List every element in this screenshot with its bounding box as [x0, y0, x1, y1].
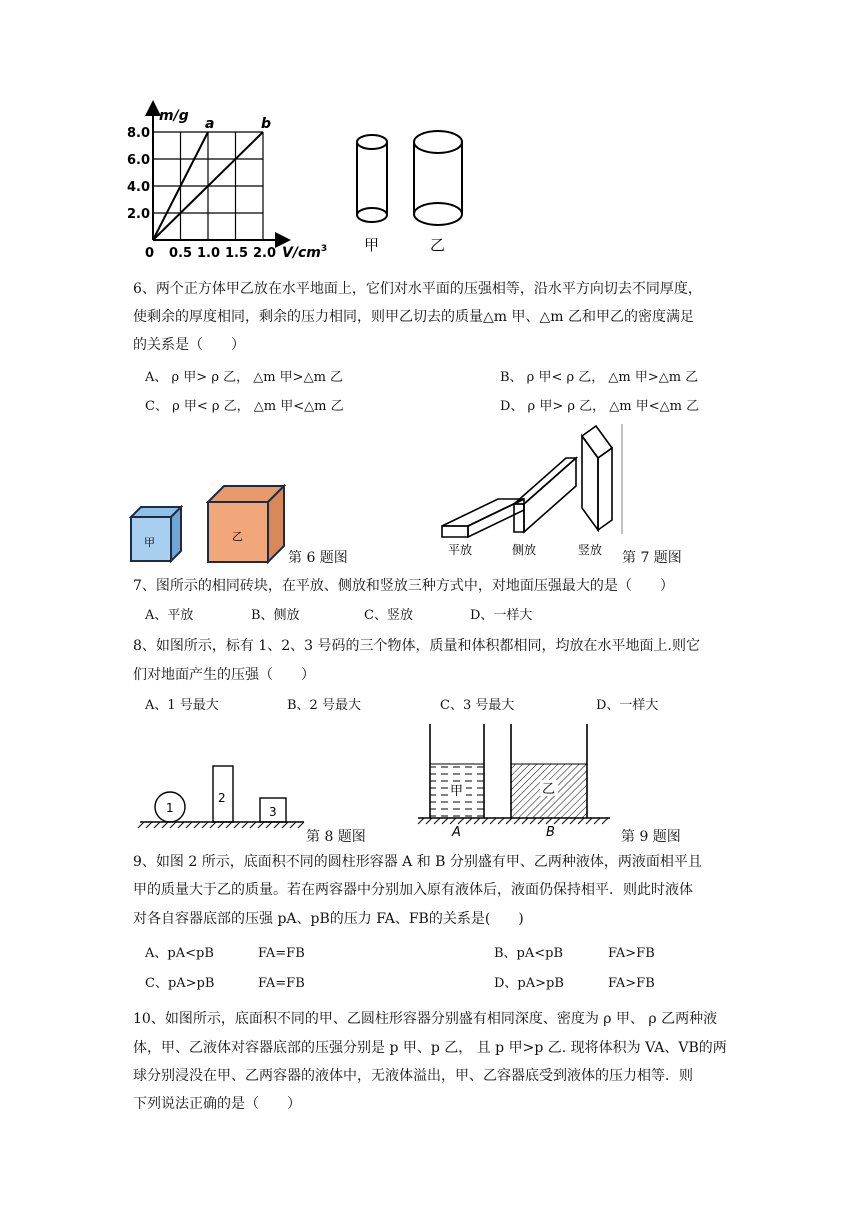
q6-option-c: C、 ρ 甲< ρ 乙， △m 甲<△m 乙: [145, 399, 344, 414]
q8-stem-line: 们对地面产生的压强（ ）: [133, 667, 315, 683]
cube-jia-label: 甲: [144, 536, 155, 549]
cylinder-jia-label: 甲: [364, 236, 380, 254]
q10-stem-line: 球分别浸没在甲、乙两容器的液体中，无液体溢出，甲、乙容器底受到液体的压力相等．则: [133, 1068, 693, 1084]
y-tick: 8.0: [127, 126, 151, 141]
x-tick: 2.0: [253, 246, 277, 261]
brick-flat: [442, 499, 524, 537]
brick-upright: [582, 426, 612, 530]
cube-jia: [131, 507, 181, 561]
container-b-label: B: [546, 825, 555, 840]
container-a: [430, 724, 484, 818]
cylinder-yi-label: 乙: [430, 236, 446, 254]
q6-stem-line: 6、两个正方体甲乙放在水平地面上，它们对水平面的压强相等，沿水平方向切去不同厚度，: [133, 281, 702, 297]
mass-volume-graph: [125, 100, 340, 265]
cubes-figure: [128, 476, 290, 568]
q8-option-c: C、3 号最大: [440, 698, 515, 713]
q9-stem-line: 对各自容器底部的压强 pA、pB的压力 FA、FB的关系是( ): [133, 911, 524, 927]
brick-side: [514, 458, 576, 532]
q9-option-a-f: FA=FB: [258, 946, 305, 961]
cylinder-yi: [414, 131, 462, 225]
line-a-label: a: [205, 116, 215, 132]
object-2-label: 2: [218, 791, 226, 805]
y-tick: 4.0: [127, 180, 151, 195]
x-tick: 0.5: [169, 246, 193, 261]
q9-option-c-f: FA=FB: [258, 976, 305, 991]
q6-stem-line: 的关系是（ ）: [133, 337, 245, 353]
q10-stem-line: 体，甲、乙液体对容器底部的压强分别是 p 甲、p 乙， 且 p 甲>p 乙. 现将体积为 VA、VB的两: [133, 1040, 727, 1056]
q7-figure-caption: 第 7 题图: [622, 550, 682, 566]
q8-figure-caption: 第 8 题图: [306, 829, 366, 845]
q9-option-d-p: D、pA>pB: [494, 976, 564, 991]
liquid-yi-label: 乙: [542, 782, 556, 797]
q10-stem-line: 10、如图所示，底面积不同的甲、乙圆柱形容器分别盛有相同深度、密度为 ρ 甲、 ρ 乙两种液: [133, 1011, 718, 1027]
x-axis-label: $V/cm^3$: [282, 244, 328, 261]
q7-stem: 7、图所示的相同砖块，在平放、侧放和竖放三种方式中，对地面压强最大的是（ ）: [133, 578, 674, 594]
q9-option-b-f: FA>FB: [608, 946, 655, 961]
q7-option-d: D、一样大: [470, 608, 533, 623]
cube-yi: [208, 486, 284, 562]
liquid-jia-label: 甲: [450, 784, 464, 799]
brick-label: 竖放: [578, 543, 603, 557]
object-1-label: 1: [166, 801, 174, 815]
q8-option-d: D、一样大: [596, 698, 659, 713]
q6-option-d: D、 ρ 甲> ρ 乙， △m 甲<△m 乙: [500, 399, 700, 414]
q6-stem-line: 使剩余的厚度相同，剩余的压力相同，则甲乙切去的质量△m 甲、△m 乙和甲乙的密度满足: [133, 309, 694, 325]
y-tick: 2.0: [127, 207, 151, 222]
objects-figure: [136, 758, 308, 830]
q9-option-b-p: B、pA<pB: [494, 946, 564, 961]
q10-stem-line: 下列说法正确的是（ ）: [133, 1096, 301, 1112]
q8-option-a: A、1 号最大: [145, 698, 219, 713]
cylinders-figure: [348, 124, 473, 258]
q9-figure-caption: 第 9 题图: [621, 829, 681, 845]
cube-yi-label: 乙: [232, 530, 243, 543]
x-tick: 1.0: [197, 246, 221, 261]
x-tick: 1.5: [225, 246, 249, 261]
q6-option-a: A、 ρ 甲> ρ 乙， △m 甲>△m 乙: [145, 370, 344, 385]
brick-label: 侧放: [512, 543, 537, 557]
x-tick: 0: [145, 246, 155, 261]
q9-stem-line: 9、如图 2 所示，底面积不同的圆柱形容器 A 和 B 分别盛有甲、乙两种液体，两液面相平且: [133, 854, 702, 870]
ground-hatch: [138, 822, 304, 828]
brick-label: 平放: [448, 543, 473, 557]
q6-figure-caption: 第 6 题图: [288, 550, 348, 566]
bricks-figure: [436, 422, 624, 564]
q9-option-c-p: C、pA>pB: [145, 976, 215, 991]
y-tick: 6.0: [127, 153, 151, 168]
q7-option-a: A、平放: [145, 608, 194, 623]
q8-option-b: B、2 号最大: [287, 698, 361, 713]
cylinder-jia: [357, 135, 387, 222]
q9-option-d-f: FA>FB: [608, 976, 655, 991]
y-axis-label: m/g: [159, 108, 189, 124]
q7-option-b: B、侧放: [251, 608, 300, 623]
q7-option-c: C、竖放: [364, 608, 413, 623]
q9-option-a-p: A、pA<pB: [145, 946, 214, 961]
container-a-label: A: [452, 825, 461, 840]
container-b: [511, 724, 587, 818]
ground-hatch-b: [418, 818, 610, 824]
q9-stem-line: 甲的质量大于乙的质量。若在两容器中分别加入原有液体后，液面仍保持相平．则此时液体: [133, 882, 693, 898]
q6-option-b: B、 ρ 甲< ρ 乙， △m 甲>△m 乙: [500, 370, 699, 385]
q8-stem-line: 8、如图所示，标有 1、2、3 号码的三个物体，质量和体积都相同，均放在水平地面上.则它: [133, 638, 700, 654]
object-3-label: 3: [269, 805, 277, 819]
line-b-label: b: [261, 116, 272, 132]
containers-figure: [416, 722, 612, 840]
